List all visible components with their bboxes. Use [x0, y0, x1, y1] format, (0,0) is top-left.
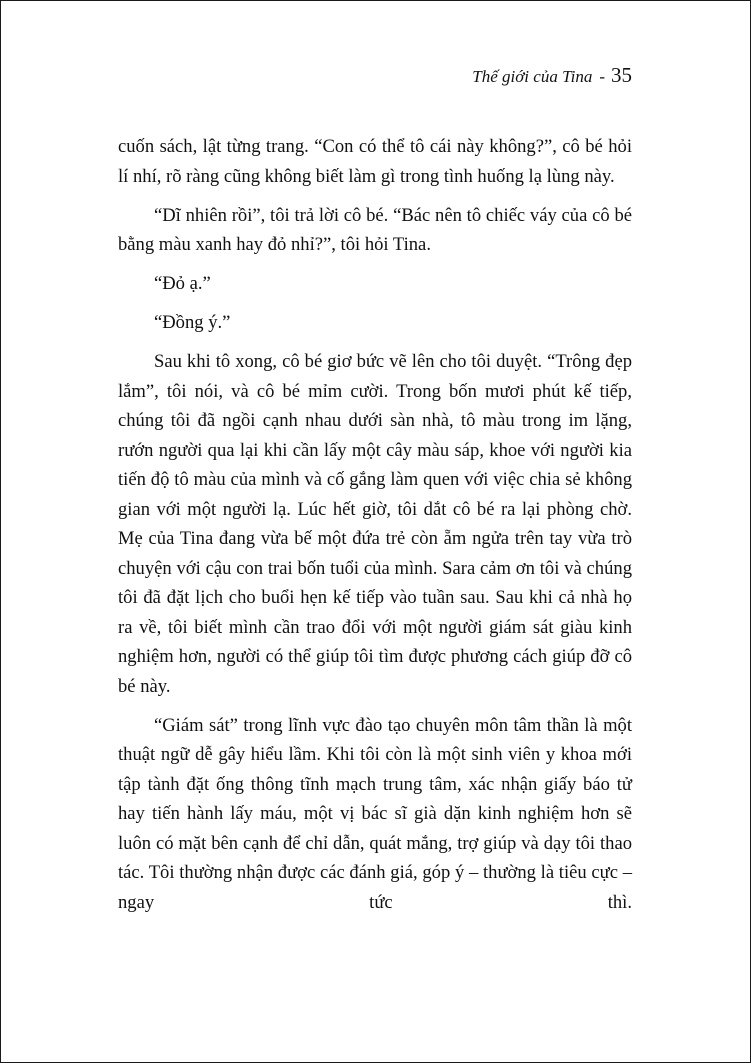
- paragraph-supervision: “Giám sát” trong lĩnh vực đào tạo chuyên môn tâm thần là một thuật ngữ dễ gây hiểu lầm. Khi tôi còn là một sinh viên y khoa mới tập tành đặt ống thông tĩnh mạch trung tâm, xác nhận giấy báo tử hay tiến hành lấy máu, một vị bác sĩ già dặn kinh nghiệm hơn sẽ luôn có mặt bên cạnh để chỉ dẫn, quát mắng, trợ giúp và dạy tôi thao tác. Tôi thường nhận được các đánh giá, góp ý – thường là tiêu cực – ngay tức thì.: [118, 714, 632, 913]
- paragraph-dialogue-2: “Đỏ ạ.”: [154, 273, 211, 294]
- header-separator: -: [599, 67, 605, 86]
- paragraph-dialogue-3: “Đồng ý.”: [154, 312, 231, 333]
- body-text: [118, 132, 632, 927]
- paragraph-coloring-session: Sau khi tô xong, cô bé giơ bức vẽ lên cho tôi duyệt. “Trông đẹp lắm”, tôi nói, và cô bé mỉm cười. Trong bốn mươi phút kế tiếp, chúng tôi đã ngồi cạnh nhau dưới sàn nhà, tô màu trong im lặng, rướn người qua lại khi cần lấy một cây màu sáp, khoe với người kia tiến độ tô màu của mình và cố gắng làm quen với việc chia sẻ không gian với một người lạ. Lúc hết giờ, tôi dắt cô bé ra lại phòng chờ. Mẹ của Tina đang vừa bế một đứa trẻ còn ẵm ngửa trên tay vừa trò chuyện với cậu con trai bốn tuổi của mình. Sara cảm ơn tôi và chúng tôi đã đặt lịch cho buổi hẹn kế tiếp vào tuần sau. Sau khi cả nhà họ ra về, tôi biết mình cần trao đổi với một người giám sát giàu kinh nghiệm hơn, người có thể giúp tôi tìm được phương cách giúp đỡ cô bé này.: [118, 351, 632, 697]
- running-header: [472, 62, 632, 90]
- page-number: 35: [611, 63, 632, 87]
- paragraph-continuation: cuốn sách, lật từng trang. “Con có thể tô cái này không?”, cô bé hỏi lí nhí, rõ ràng cũng không biết làm gì trong tình huống lạ lùng này.: [118, 136, 632, 187]
- paragraph-dialogue-1: “Dĩ nhiên rồi”, tôi trả lời cô bé. “Bác nên tô chiếc váy của cô bé bằng màu xanh hay đỏ nhỉ?”, tôi hỏi Tina.: [118, 204, 632, 255]
- book-title: Thế giới của Tina: [472, 67, 593, 86]
